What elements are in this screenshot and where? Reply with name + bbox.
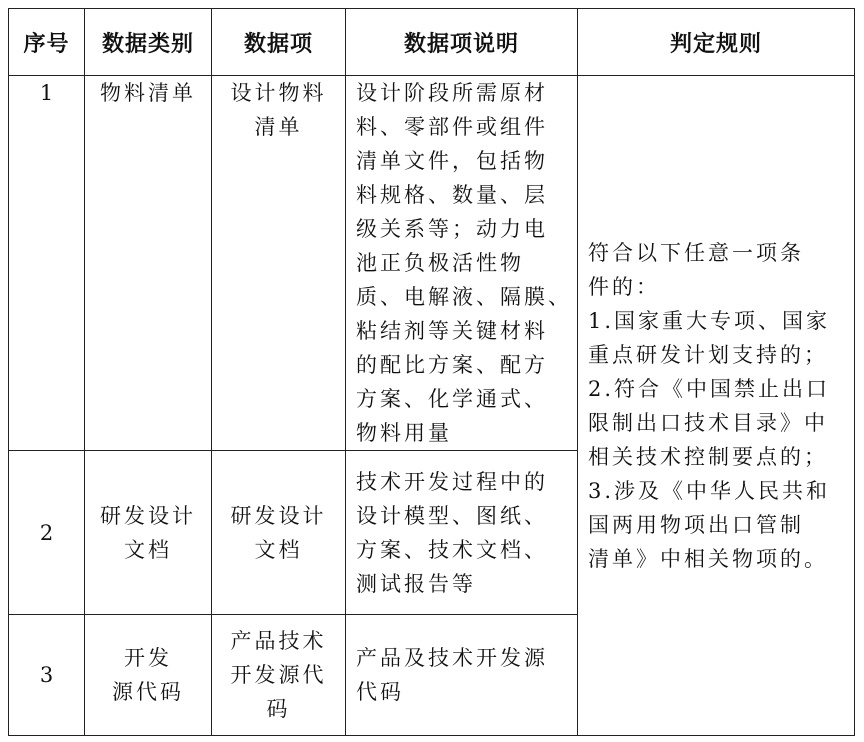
text-line: 源代码 (112, 680, 184, 704)
data-classification-table (8, 8, 855, 736)
text-line: 文档 (254, 537, 303, 562)
row-category (85, 451, 212, 615)
text-line: 产品及技术开发源 (356, 646, 548, 670)
text-line: 设计阶段所需原材 (356, 81, 548, 105)
text-line: 清单 (254, 115, 303, 139)
row-number: 2 (9, 451, 85, 615)
row-category (85, 615, 212, 736)
text-line: 料、零部件或组件 (356, 115, 548, 139)
rule-cell (578, 76, 855, 736)
text-line: 物料用量 (356, 421, 452, 445)
text-line: 的配比方案、配方 (356, 353, 548, 377)
text-line: 粘结剂等关键材料 (356, 319, 548, 343)
text-line: 相关技术控制要点的； (588, 444, 828, 469)
text-line: 产品技术 (230, 629, 327, 653)
text-line: 研发设计 (230, 503, 327, 528)
text-line: 设计模型、图纸、 (356, 503, 548, 528)
text-line: 件的： (588, 274, 660, 299)
text-line: 文档 (124, 537, 172, 562)
row-number: 1 (9, 76, 85, 451)
row-item-description (346, 76, 578, 451)
text-line: 国两用物项出口管制 (588, 512, 804, 537)
header-item: 数据项 (212, 9, 346, 76)
row-number: 3 (9, 615, 85, 736)
header-no: 序号 (9, 9, 85, 76)
text-line: 清单文件，包括物 (356, 149, 548, 173)
text-line: 码 (266, 697, 291, 721)
header-item-desc: 数据项说明 (346, 9, 578, 76)
text-line: 质、电解液、隔膜、 (356, 285, 572, 309)
text-line: 限制出口技术目录》中 (588, 410, 828, 435)
row-item (212, 76, 346, 451)
text-line: 1.国家重大专项、国家 (588, 308, 831, 333)
text-line: 清单》中相关物项的。 (588, 546, 828, 571)
text-line: 设计物料 (230, 81, 327, 105)
header-rule: 判定规则 (578, 9, 855, 76)
text-line: 方案、技术文档、 (356, 537, 548, 562)
text-line: 开发 (124, 646, 172, 670)
row-item (212, 451, 346, 615)
text-line: 技术开发过程中的 (356, 469, 548, 494)
text-line: 代码 (356, 680, 404, 704)
table-header-row (9, 9, 855, 76)
text-line: 开发源代 (230, 663, 327, 687)
header-category: 数据类别 (85, 9, 212, 76)
text-line: 研发设计 (100, 503, 196, 528)
row-item-description (346, 451, 578, 615)
text-line: 池正负极活性物 (356, 251, 524, 275)
row-item-description (346, 615, 578, 736)
text-line: 级关系等；动力电 (356, 217, 548, 241)
text-line: 重点研发计划支持的； (588, 342, 828, 367)
row-category (85, 76, 212, 451)
text-line: 2.符合《中国禁止出口 (588, 376, 831, 401)
text-line: 3.涉及《中华人民共和 (588, 478, 831, 503)
row-item (212, 615, 346, 736)
text-line: 物料清单 (100, 81, 196, 105)
text-line: 测试报告等 (356, 571, 476, 596)
table-row (9, 76, 855, 451)
text-line: 符合以下任意一项条 (588, 240, 804, 265)
text-line: 料规格、数量、层 (356, 183, 548, 207)
text-line: 方案、化学通式、 (356, 387, 548, 411)
